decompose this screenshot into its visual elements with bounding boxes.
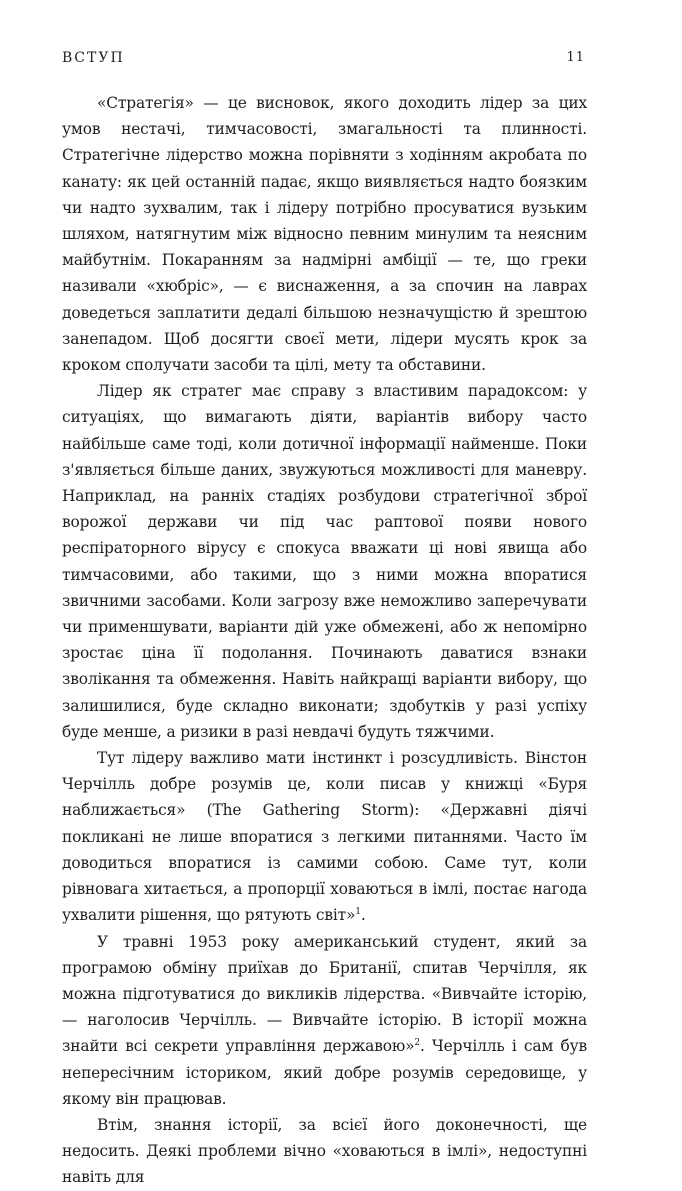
body-text — [62, 90, 587, 1191]
paragraph-text: «Стратегія» — це висновок, якого доходить лідер за цих умов нестачі, тимчасовості, змагальності та плинності. Стратегічне лідерство можна порівняти з ходінням акробата по канату: як цей останній падає, якщо виявляється надто боязким чи надто зухвалим, так і лідеру потрібно просуватися вузьким шляхом, натягнутим між відносно певним минулим та неясним майбутнім. Покаранням за надмірні амбіції — те, що греки називали «хюбріс», — є виснаження, а за спочин на лаврах доведеться заплатити дедалі більшою незначущістю й зрештою занепадом. Щоб досягти своєї мети, лідери мусять крок за кроком сполучати засоби та цілі, мету та обставини. — [62, 94, 587, 375]
paragraph-text: . Черчілль і сам був непересічним істориком, який добре розумів середовище, у якому він працював. — [62, 1037, 588, 1108]
paragraph-text: . — [360, 906, 366, 925]
paragraph-text: Лідер як стратег має справу з властивим парадоксом: у ситуаціях, що вимагають діяти, варіантів вибору часто найбільше саме тоді, коли дотичної інформації найменше. Поки з'являється більше даних, звужуються можливості для маневру. Наприклад, на ранніх стадіях розбудови стратегічної зброї ворожої держави чи під час раптової появи нового респіраторного вірусу є спокуса вважати ці нові явища або тимчасовими, або такими, що з ними можна впоратися звичними засобами. Коли загрозу вже неможливо заперечувати чи применшувати, варіанти дій уже обмежені, або ж непомірно зростає ціна її подолання. Починають даватися взнаки зволікання та обмеження. Навіть найкращі варіанти вибору, що залишилися, буде складно виконати; здобутків у разі успіху буде менше, а ризики в разі невдачі будуть тяжчими. — [62, 382, 587, 741]
footnote-ref: 1 — [355, 907, 361, 918]
footnote-ref: 2 — [414, 1038, 420, 1049]
paragraph — [62, 929, 587, 1112]
running-head: ВСТУП — [62, 50, 125, 66]
paragraph — [62, 745, 587, 928]
paragraph — [62, 90, 587, 378]
paragraph-text: Втім, знання історії, за всієї його доконечності, ще недосить. Деякі проблеми вічно «ховаються в імлі», недоступні навіть для — [62, 1115, 587, 1187]
paragraph — [62, 1112, 587, 1191]
paragraph-text: Тут лідеру важливо мати інстинкт і розсудливість. Вінстон Черчілль добре розумів це, коли писав у книжці «Буря наближається» (The Gathering Storm): «Державні діячі покликані не лише впоратися з легкими питаннями. Часто їм доводиться впоратися із самими собою. Саме тут, коли рівновага хитається, а пропорції ховаються в імлі, постає нагода ухвалити рішення, що рятують світ» — [62, 749, 587, 925]
paragraph-text: У травні 1953 року американський студент, який за програмою обміну приїхав до Британії, спитав Черчілля, як можна підготуватися до викликів лідерства. «Вивчайте історію, — наголосив Черчілль. — Вивчайте історію. В історії можна знайти всі секрети управління державою» — [62, 932, 587, 1056]
paragraph — [62, 378, 587, 745]
page-number: 11 — [566, 50, 585, 65]
